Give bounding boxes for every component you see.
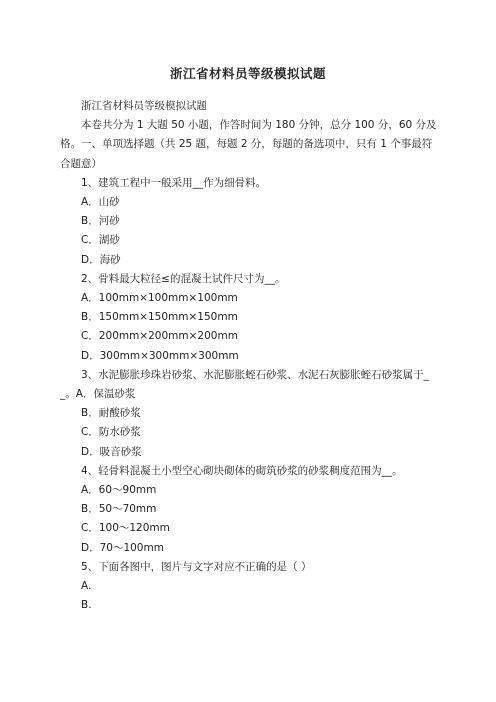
- exam-instructions: 本卷共分为 1 大题 50 小题，作答时间为 180 分钟，总分 100 分，60 分及格。一、单项选择题（共 25 题，每题 2 分，每题的备选项中，只有 1 个事最符合题意）: [60, 119, 437, 170]
- option-1c: C．湖砂: [81, 234, 120, 247]
- question-4: 4、轻骨料混凝土小型空心砌块砌体的砌筑砂浆的砂浆稠度范围为__。: [81, 464, 403, 477]
- option-2a: A．100mm×100mm×100mm: [81, 292, 238, 305]
- option-1d: D．海砂: [81, 253, 121, 266]
- question-3: 3、水泥膨胀珍珠岩砂浆、水泥膨胀蛭石砂浆、水泥石灰膨胀蛭石砂浆属于__。A．保温砂浆: [60, 368, 429, 401]
- option-4d: D．70～100mm: [81, 541, 164, 554]
- option-1b: B．河砂: [81, 215, 120, 228]
- document-body: [60, 97, 442, 615]
- option-3c: C．防水砂浆: [81, 426, 141, 439]
- option-2b: B．150mm×150mm×150mm: [81, 311, 238, 324]
- option-2c: C．200mm×200mm×200mm: [81, 330, 238, 343]
- option-3b: B．耐酸砂浆: [81, 407, 141, 420]
- option-4b: B．50～70mm: [81, 503, 157, 516]
- option-2d: D．300mm×300mm×300mm: [81, 349, 239, 362]
- option-4c: C．100～120mm: [81, 522, 170, 535]
- document-title: 浙江省材料员等级模拟试题: [169, 66, 326, 81]
- question-2: 2、骨料最大粒径≤的混凝土试件尺寸为__。: [81, 272, 286, 285]
- paragraph: 浙江省材料员等级模拟试题: [81, 100, 207, 112]
- question-1: 1、建筑工程中一般采用__作为细骨料。: [81, 176, 267, 189]
- option-3d: D．吸音砂浆: [81, 445, 142, 458]
- option-1a: A．山砂: [81, 196, 120, 209]
- option-5b: B.: [81, 599, 92, 612]
- option-4a: A．60～90mm: [81, 484, 157, 497]
- question-5: 5、下面各图中，图片与文字对应不正确的是（ ）: [81, 560, 312, 573]
- option-5a: A.: [81, 580, 92, 593]
